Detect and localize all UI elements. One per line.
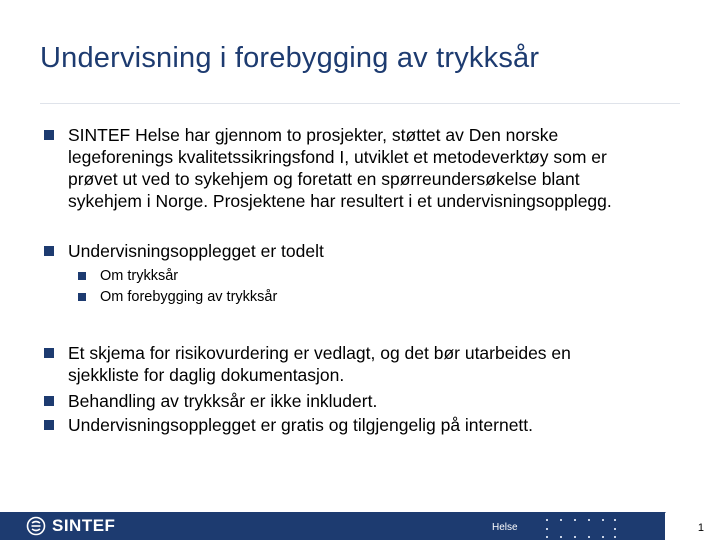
square-bullet-icon (78, 293, 86, 301)
square-bullet-icon (44, 130, 54, 140)
bullet-2-line-1: Undervisningsopplegget er todelt (68, 241, 324, 261)
bullet-3-line-1: Et skjema for risikovurdering er vedlagt, og det bør utarbeides en (68, 343, 571, 363)
bullet-1-line-4: sykehjem i Norge. Prosjektene har resultert i et undervisningsopplegg. (68, 191, 612, 211)
bullet-1-line-2: legeforenings kvalitetssikringsfond I, utviklet et metodeverktøy som er (68, 147, 607, 167)
bullet-item (44, 342, 704, 386)
bullet-3 (44, 342, 704, 386)
logo-text: SINTEF (52, 516, 116, 535)
bullet-item (44, 390, 704, 412)
square-bullet-icon (44, 348, 54, 358)
sub-bullet-2 (44, 287, 704, 308)
square-bullet-icon (44, 246, 54, 256)
page-number: 1 (697, 522, 704, 534)
bullet-item (44, 414, 704, 436)
square-bullet-icon (78, 272, 86, 280)
bullet-2 (44, 240, 704, 308)
footer-bar-slant (640, 512, 666, 540)
bullet-5-line-1: Undervisningsopplegget er gratis og tilgjengelig på internett. (68, 415, 534, 435)
bullet-4-line-1: Behandling av trykksår er ikke inkludert. (68, 391, 378, 411)
slide-footer (0, 512, 720, 540)
bullet-1-line-1: SINTEF Helse har gjennom to prosjekter, støttet av Den norske (68, 125, 559, 145)
decorative-dot-grid (540, 516, 618, 538)
department-label: Helse (492, 522, 518, 533)
sintef-logo-icon (26, 516, 46, 536)
slide-title: Undervisning i forebygging av trykksår (40, 42, 540, 74)
bullet-1-line-3: prøvet ut ved to sykehjem og foretatt en spørreundersøkelse blant (68, 169, 580, 189)
sintef-logo (26, 516, 115, 536)
bullet-5 (44, 414, 704, 436)
sub-bullet-2-text: Om forebygging av trykksår (100, 289, 278, 305)
bullet-item (44, 124, 704, 212)
title-divider (40, 103, 680, 104)
bullet-3-line-2: sjekkliste for daglig dokumentasjon. (68, 365, 345, 385)
square-bullet-icon (44, 420, 54, 430)
square-bullet-icon (44, 396, 54, 406)
bullet-item (44, 240, 704, 262)
bullet-1 (44, 124, 704, 212)
bullet-4 (44, 390, 704, 412)
sub-bullet-1-text: Om trykksår (100, 268, 179, 284)
sub-bullet-1 (44, 266, 704, 287)
